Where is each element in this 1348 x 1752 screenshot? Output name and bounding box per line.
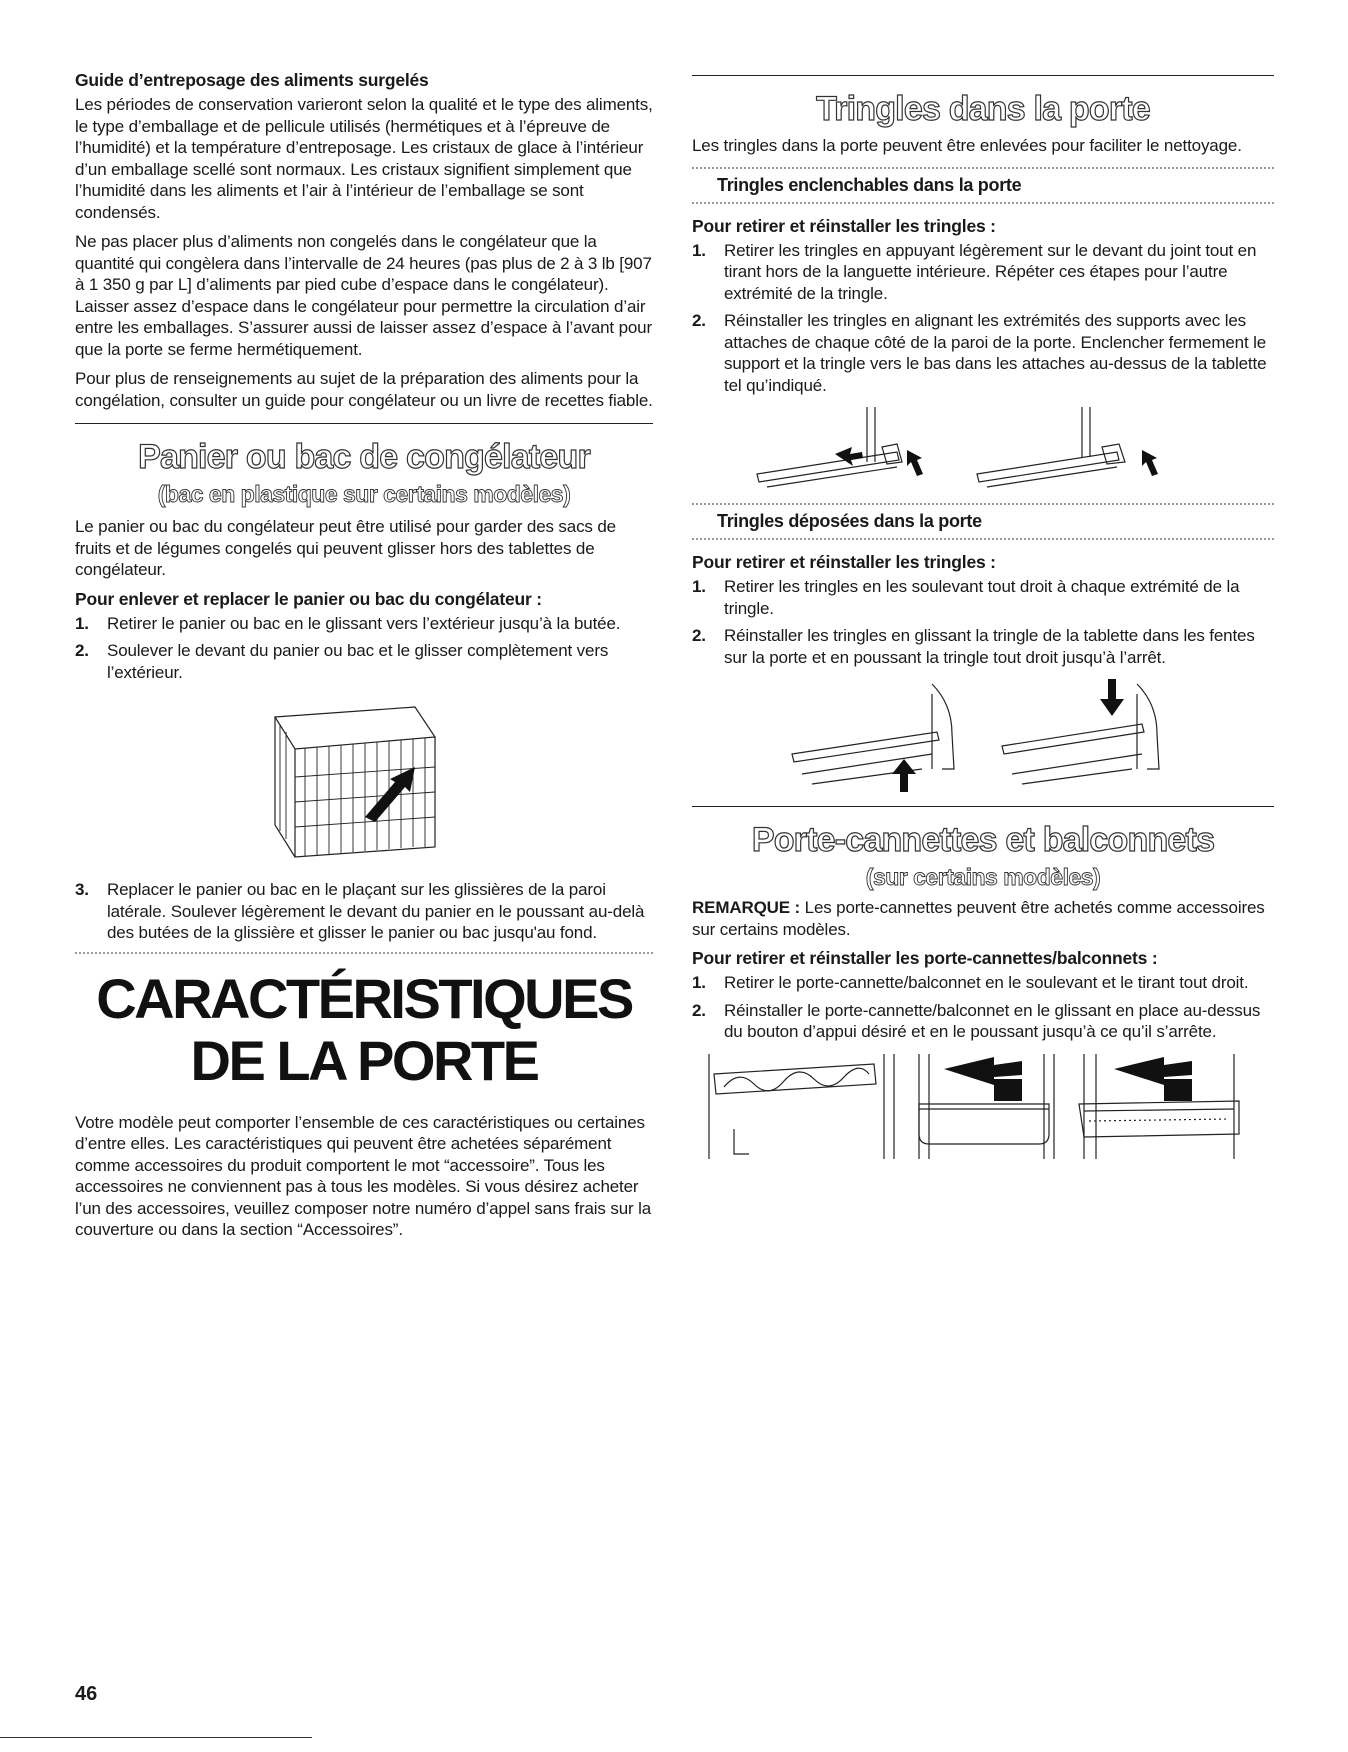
storage-paragraph-3: Pour plus de renseignements au sujet de la préparation des aliments pour la congélation, consulter un guide pour congélateur ou un livre de recettes fiable. [75,369,653,410]
drop-in-procedure-heading: Pour retirer et réinstaller les tringles : [692,552,996,572]
door-features-title-line-1: CARACTÉRISTIQUES [96,966,632,1030]
list-item: 1. Retirer le panier ou bac en le glissant vers l’extérieur jusqu’à la butée. [75,613,621,633]
can-procedure-heading: Pour retirer et réinstaller les porte-cannettes/balconnets : [692,948,1158,968]
door-features-intro: Votre modèle peut comporter l’ensemble de ces caractéristiques ou certaines d’entre elles. Les caractéristiques qui peuvent être achetées séparément comme accessoires du produit comportent le mot “accessoire”. Tous les accessoires ne conviennent pas à tous les modèles. Si vous désirez acheter l’un des accessoires, veuillez composer notre numéro d’appel sans frais sur la couverture ou dans la section “Accessoires”. [75,1112,652,1239]
list-item: 3. Replacer le panier ou bac en le plaçant sur les glissières de la paroi latérale. Soulever légèrement le devant du panier en le poussant au-delà des butées de la glissière et glisser le panier ou bac jusqu'au fond. [75,880,645,942]
rails-section-title: Tringles dans la porte [816,90,1150,128]
list-item: 2. Réinstaller le porte-cannette/balconnet en le glissant en place au-dessus du bouton d’appui désiré et en le poussant jusqu’à ce qu’il s’arrête. [692,1000,1261,1041]
basket-section-title: Panier ou bac de congélateur [138,438,590,476]
basket-intro: Le panier ou bac du congélateur peut être utilisé pour garder des sacs de fruits et de légumes congelés qui peuvent glisser hors des tablettes de congélateur. [75,517,616,579]
right-column [692,70,1274,1169]
snap-procedure-heading: Pour retirer et réinstaller les tringles : [692,215,996,236]
drop-in-steps [692,576,1274,668]
left-column [75,70,653,1249]
list-item: 1. Retirer le porte-cannette/balconnet en le soulevant et le tirant tout droit. [692,973,1249,992]
door-features-title-line-2: DE LA PORTE [190,1028,538,1092]
drop-in-rail-illustration [782,674,1274,794]
basket-procedure-heading: Pour enlever et replacer le panier ou bac du congélateur : [75,588,542,609]
can-holders-section-subtitle: (sur certains modèles) [865,864,1101,890]
drop-in-rails-heading: Tringles déposées dans la porte [717,511,982,531]
note-text: Les porte-cannettes peuvent être achetés comme accessoires sur certains modèles. [692,898,1265,939]
storage-heading: Guide d’entreposage des aliments surgelés [75,70,429,90]
snap-in-rail-illustration [747,402,1274,497]
basket-section-subtitle: (bac en plastique sur certains modèles) [157,481,571,507]
list-item: 1. Retirer les tringles en les soulevant tout droit à chaque extrémité de la tringle. [692,577,1240,618]
can-holders-note [692,897,1274,940]
page-number: 46 [75,1683,98,1705]
can-steps [692,972,1274,1043]
storage-paragraph-2: Ne pas placer plus d’aliments non congelés dans le congélateur que la quantité qui congèlera dans l’intervalle de 24 heures (pas plus de 2 à 3 lb [907 à 1 350 g par L] d’aliments par pied cube d’espace dans le congélateur). Laisser assez d’espace dans le congélateur pour permettre la circulation d’air entre les emballages. S’assurer aussi de laisser assez d’espace à l’avant pour que la porte se ferme hermétiquement. [75,232,653,359]
snap-steps [692,240,1274,397]
basket-step-3 [75,879,653,944]
storage-paragraph-1: Les périodes de conservation varieront selon la qualité et le type des aliments, le type d’emballage et de pellicule utilisés (hermétiques et à l’épreuve de l’humidité) et la température d’entreposage. Les cristaux de glace à l’intérieur d’un emballage scellé sont normaux. Les cristaux signifient simplement que l’humidité dans les aliments et l’air à l’intérieur de l’emballage se sont condensés. [75,95,653,222]
note-label: REMARQUE : [692,898,801,917]
list-item: 1. Retirer les tringles en appuyant légèrement sur le devant du joint tout en tirant hors de la languette intérieure. Répéter ces étapes pour l’autre extrémité de la tringle. [692,240,1257,303]
list-item: 2. Réinstaller les tringles en glissant la tringle de la tablette dans les fentes sur la porte et en poussant la tringle tout droit jusqu’à l’arrêt. [692,626,1255,667]
freezer-basket-illustration [75,697,653,867]
list-item: 2. Réinstaller les tringles en alignant les extrémités des supports avec les attaches de chaque côté de la paroi de la porte. Enclencher fermement le support et la tringle vers le bas dans les attaches au-dessus de la tablette tel qu’indiqué. [692,311,1267,395]
can-holder-bin-illustration [704,1049,1274,1169]
can-holders-section-title: Porte-cannettes et balconnets [751,821,1215,859]
rails-intro: Les tringles dans la porte peuvent être enlevées pour faciliter le nettoyage. [692,136,1242,155]
footer-rule [0,1737,312,1738]
snap-rails-heading: Tringles enclenchables dans la porte [717,174,1022,195]
basket-steps [75,613,653,684]
list-item: 2. Soulever le devant du panier ou bac et le glisser complètement vers l’extérieur. [75,641,609,682]
